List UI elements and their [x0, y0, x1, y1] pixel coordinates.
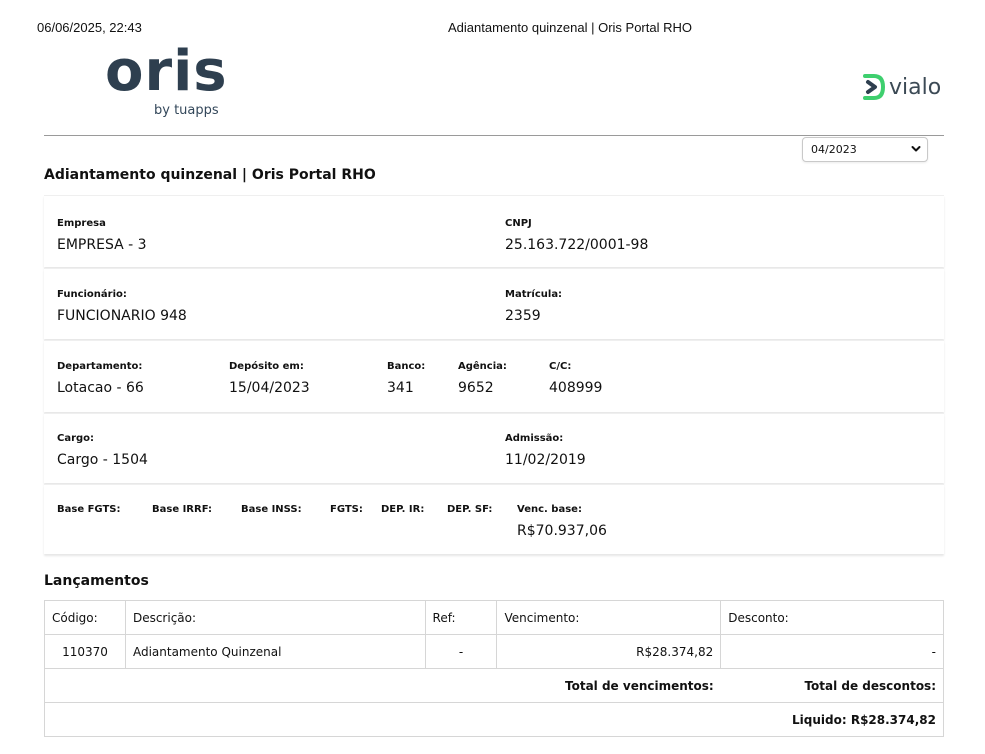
column-header-codigo: Código:: [45, 601, 126, 635]
venc-base-value: R$70.937,06: [517, 523, 607, 539]
liquido-total: Liquido: R$28.374,82: [721, 703, 944, 737]
base-irrf-field: [152, 504, 212, 515]
cnpj-value: 25.163.722/0001-98: [505, 237, 649, 253]
base-fgts-label: Base FGTS:: [57, 504, 121, 515]
dep-sf-label: DEP. SF:: [447, 504, 493, 515]
liquido-spacer: [45, 703, 721, 737]
banco-value: 341: [387, 380, 414, 396]
funcionario-label: Funcionário:: [57, 289, 127, 300]
banco-field: [387, 361, 425, 396]
cargo-value: Cargo - 1504: [57, 452, 148, 468]
cc-label: C/C:: [549, 361, 572, 372]
funcionario-value: FUNCIONARIO 948: [57, 308, 187, 324]
admissao-value: 11/02/2019: [505, 452, 586, 468]
vialo-logo: [862, 71, 941, 103]
vialo-mark-icon: [862, 72, 886, 102]
base-fgts-field: [57, 504, 120, 515]
empresa-value: EMPRESA - 3: [57, 237, 147, 253]
column-header-descricao: Descrição:: [125, 601, 425, 635]
departamento-value: Lotacao - 66: [57, 380, 144, 396]
lancamentos-title: Lançamentos: [44, 573, 149, 589]
dep-sf-field: [447, 504, 492, 515]
totals-spacer: [45, 669, 497, 703]
agencia-label: Agência:: [458, 361, 507, 372]
admissao-field: [505, 433, 586, 468]
column-header-vencimento: Vencimento:: [497, 601, 721, 635]
dep-ir-label: DEP. IR:: [381, 504, 425, 515]
role-info-block: [44, 413, 944, 483]
departamento-field: [57, 361, 144, 396]
vialo-logo-word: vialo: [889, 74, 942, 100]
page-heading: Adiantamento quinzenal | Oris Portal RHO: [44, 167, 376, 183]
cell-codigo: 110370: [45, 635, 126, 669]
cell-descricao: Adiantamento Quinzenal: [125, 635, 425, 669]
venc-base-label: Venc. base:: [517, 504, 582, 515]
banco-label: Banco:: [387, 361, 426, 372]
oris-logo-word: oris: [105, 39, 228, 104]
deposito-field: [229, 361, 310, 396]
cnpj-field: [505, 218, 648, 253]
cell-vencimento: R$28.374,82: [497, 635, 721, 669]
column-header-desconto: Desconto:: [721, 601, 944, 635]
empresa-field: [57, 218, 147, 253]
period-select-value: 04/2023: [811, 143, 857, 156]
departamento-label: Departamento:: [57, 361, 143, 372]
cell-desconto: -: [721, 635, 944, 669]
bank-info-block: [44, 340, 944, 412]
bases-info-block: [44, 484, 944, 554]
admissao-label: Admissão:: [505, 433, 564, 444]
cnpj-label: CNPJ: [505, 218, 532, 229]
employee-info-block: [44, 268, 944, 339]
matricula-field: [505, 289, 562, 324]
cc-value: 408999: [549, 380, 603, 396]
totals-row: [45, 669, 944, 703]
fgts-field: [330, 504, 363, 515]
liquido-row: [45, 703, 944, 737]
base-inss-label: Base INSS:: [241, 504, 302, 515]
fgts-label: FGTS:: [330, 504, 363, 515]
total-descontos-label: Total de descontos:: [721, 669, 944, 703]
print-page-title: Adiantamento quinzenal | Oris Portal RHO: [448, 20, 692, 35]
cell-ref: -: [425, 635, 497, 669]
agencia-field: [458, 361, 507, 396]
table-header-row: [45, 601, 944, 635]
cargo-label: Cargo:: [57, 433, 95, 444]
total-vencimentos-label: Total de vencimentos:: [497, 669, 721, 703]
venc-base-field: [517, 504, 607, 539]
column-header-ref: Ref:: [425, 601, 497, 635]
base-irrf-label: Base IRRF:: [152, 504, 212, 515]
cargo-field: [57, 433, 148, 468]
deposito-value: 15/04/2023: [229, 380, 310, 396]
oris-logo-tagline: by tuapps: [154, 103, 219, 118]
cc-field: [549, 361, 602, 396]
matricula-value: 2359: [505, 308, 541, 324]
header-divider: [44, 135, 944, 136]
company-info-block: [44, 195, 944, 267]
empresa-label: Empresa: [57, 218, 106, 229]
lancamentos-table: [44, 600, 944, 737]
dep-ir-field: [381, 504, 424, 515]
period-select[interactable]: [802, 137, 928, 162]
oris-logo: [105, 39, 230, 125]
matricula-label: Matrícula:: [505, 289, 563, 300]
base-inss-field: [241, 504, 302, 515]
chevron-down-icon: [910, 143, 922, 155]
deposito-label: Depósito em:: [229, 361, 304, 372]
table-row: [45, 635, 944, 669]
funcionario-field: [57, 289, 187, 324]
print-datetime: 06/06/2025, 22:43: [37, 20, 142, 35]
agencia-value: 9652: [458, 380, 494, 396]
